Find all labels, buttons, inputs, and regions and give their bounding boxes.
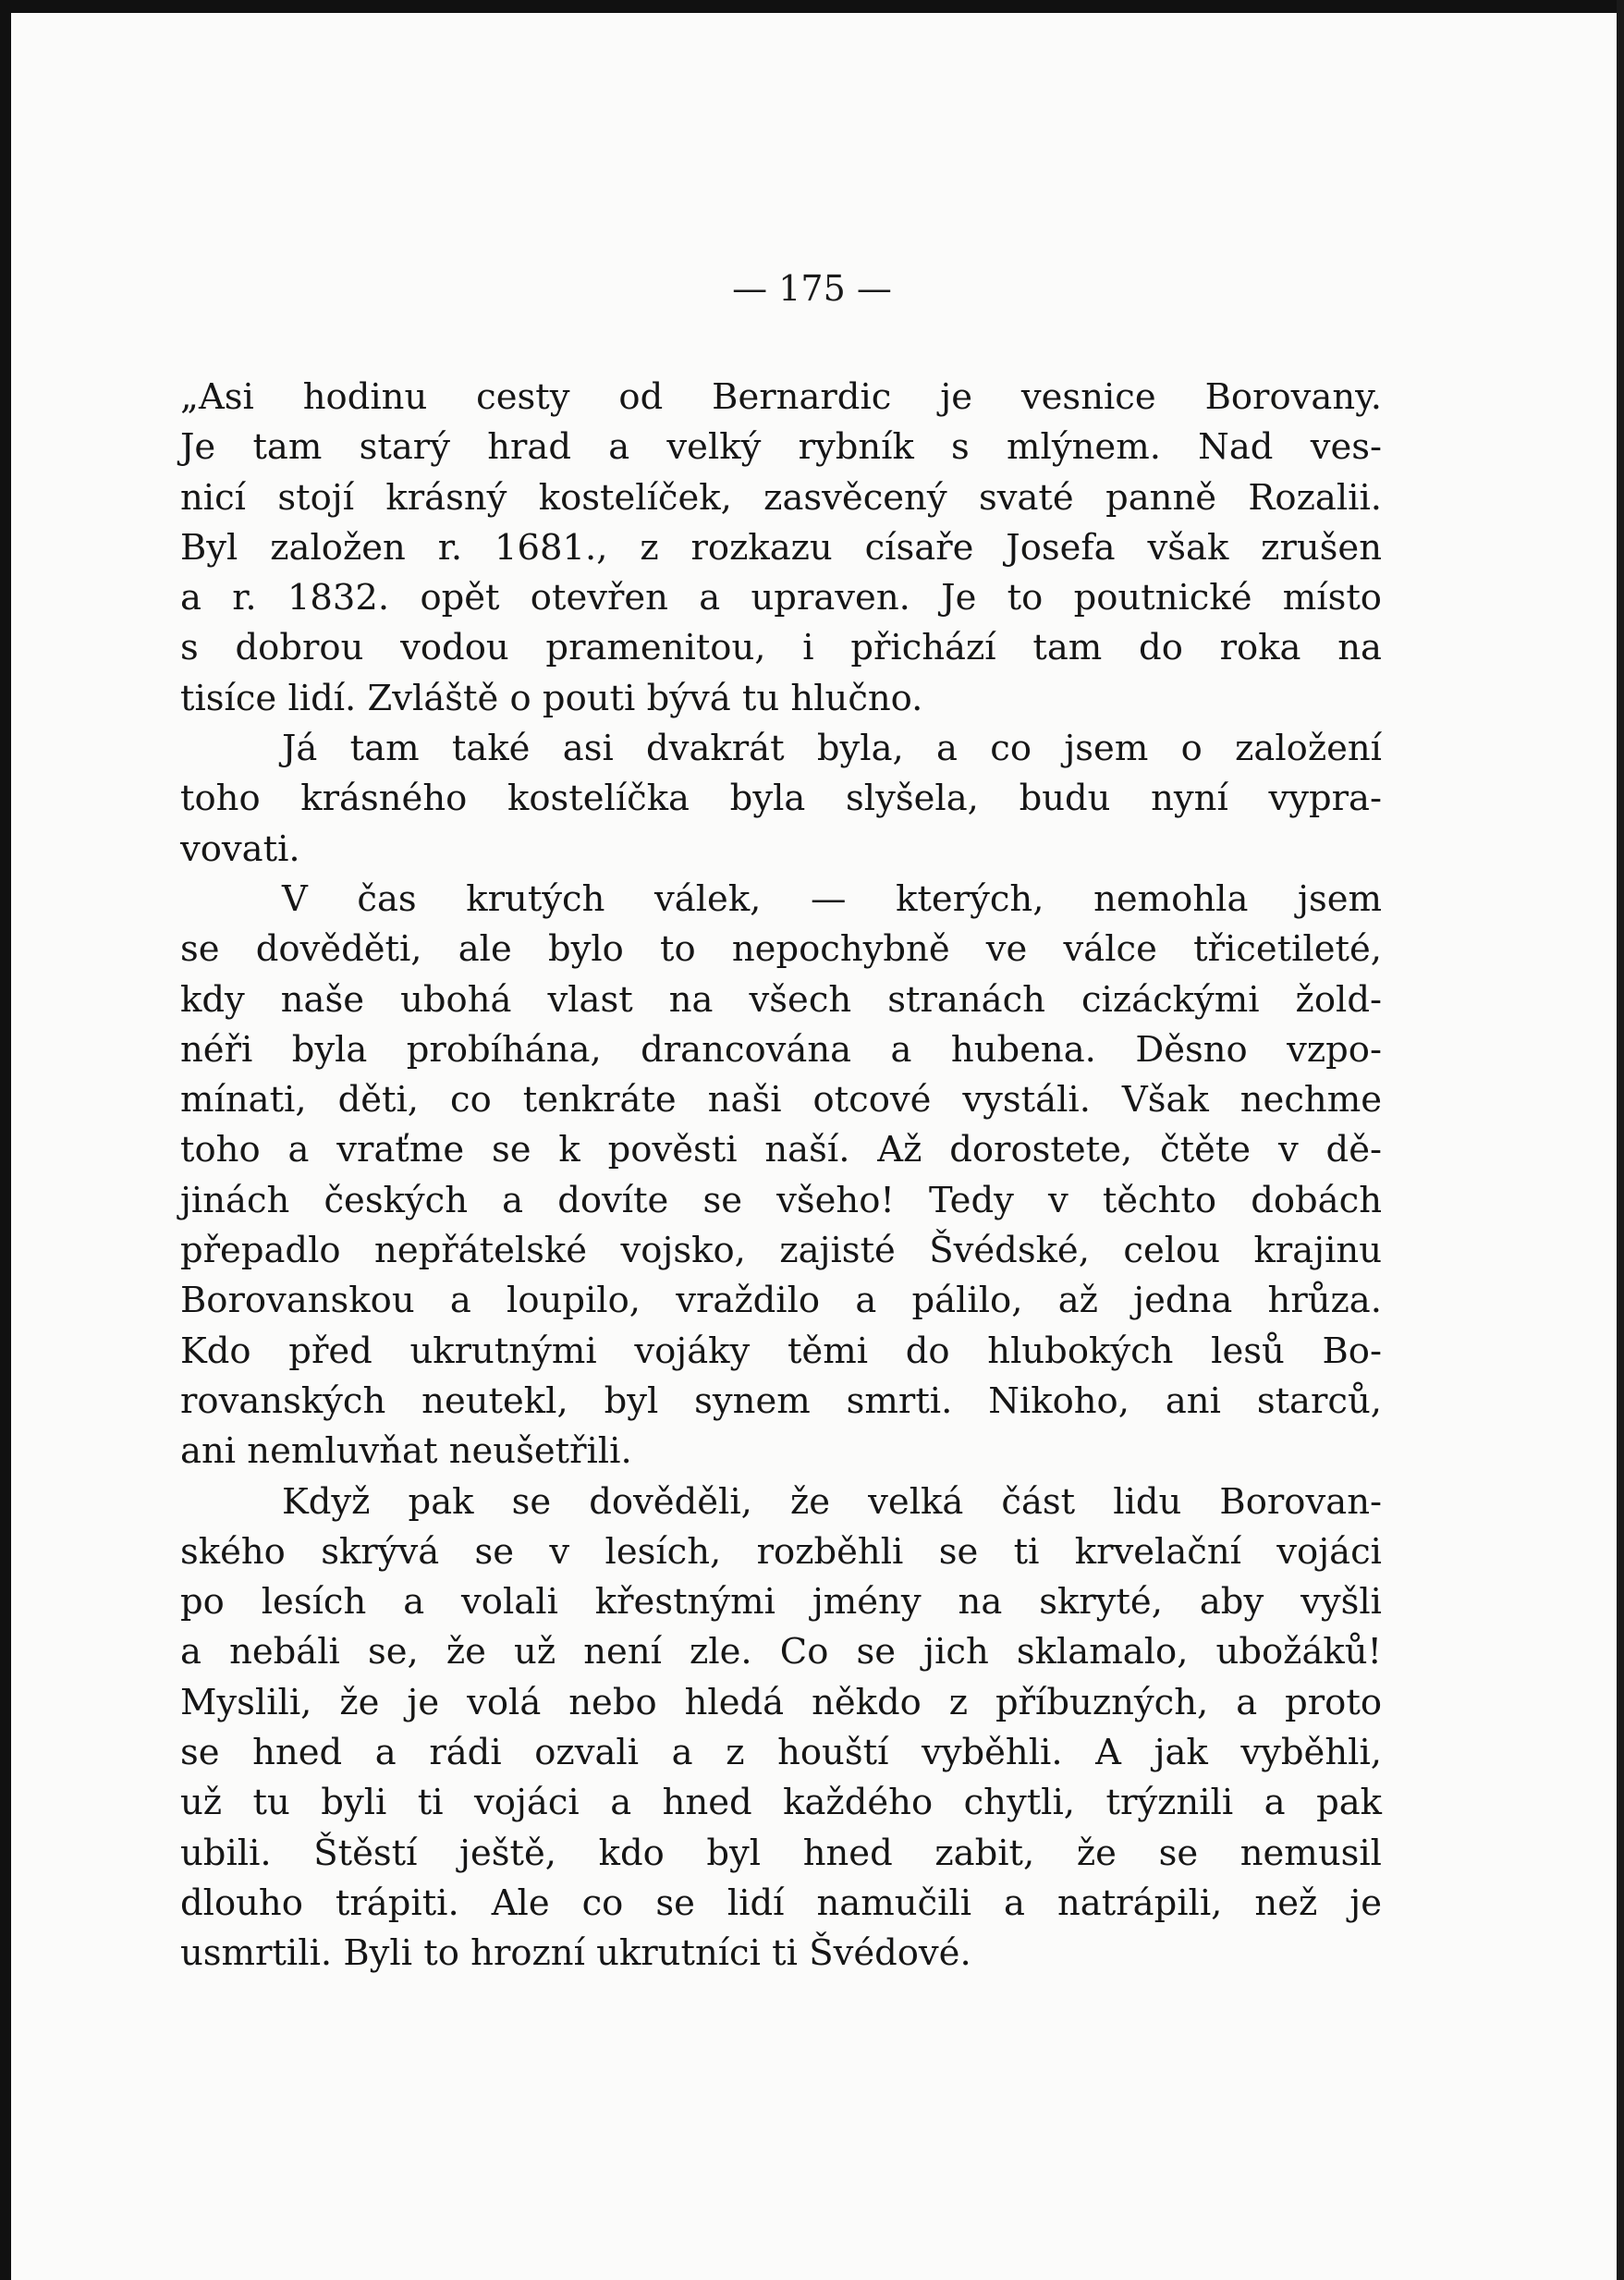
text-line: V čas krutých válek, — kterých, nemohla jsem xyxy=(282,877,1382,920)
paragraph xyxy=(180,724,1382,875)
text-line: Myslili, že je volá nebo hledá někdo z příbuzných, a proto xyxy=(180,1681,1382,1723)
text-line: mínati, děti, co tenkráte naši otcové vystáli. Však nechme xyxy=(180,1079,1382,1122)
text-line: Kdo před ukrutnými vojáky těmi do hlubokých lesů Bo- xyxy=(180,1330,1382,1372)
scan-border-left xyxy=(0,0,11,2280)
text-line: dlouho trápiti. Ale co se lidí namučili a natrápili, než je xyxy=(180,1882,1382,1924)
text-line: jinách českých a dovíte se všeho! Tedy v těchto dobách xyxy=(180,1179,1382,1221)
text-line: usmrtili. Byli to hrozní ukrutníci ti Švédové. xyxy=(180,1932,971,1975)
text-line: a nebáli se, že už není zle. Co se jich sklamalo, ubožáků! xyxy=(180,1631,1382,1673)
text-line: a r. 1832. opět otevřen a upraven. Je to poutnické místo xyxy=(180,577,1382,619)
paragraph xyxy=(180,373,1382,724)
text-line: tisíce lidí. Zvláště o pouti bývá tu hlučno. xyxy=(180,677,923,719)
scan-border-top xyxy=(0,0,1624,13)
text-line: Je tam starý hrad a velký rybník s mlýnem. Nad ves- xyxy=(180,426,1382,469)
text-line: ubili. Štěstí ještě, kdo byl hned zabit, že se nemusil xyxy=(180,1832,1382,1874)
text-line: Borovanskou a loupilo, vraždilo a pálilo, až jedna hrůza. xyxy=(180,1280,1382,1322)
page-number: — 175 — xyxy=(732,268,892,309)
text-line: vovati. xyxy=(180,827,300,870)
text-line: přepadlo nepřátelské vojsko, zajisté Švédské, celou krajinu xyxy=(180,1230,1382,1272)
text-line: Byl založen r. 1681., z rozkazu císaře Josefa však zrušen xyxy=(180,526,1382,569)
paragraph xyxy=(180,1477,1382,1980)
text-line: „Asi hodinu cesty od Bernardic je vesnice Borovany. xyxy=(180,376,1382,418)
text-line: se dověděti, ale bylo to nepochybně ve válce třicetileté, xyxy=(180,928,1382,971)
text-line: toho krásného kostelíčka byla slyšela, budu nyní vypra- xyxy=(180,778,1382,820)
scan-border-right xyxy=(1617,0,1624,2280)
text-line: nicí stojí krásný kostelíček, zasvěcený svaté panně Rozalii. xyxy=(180,476,1382,519)
paragraph xyxy=(180,875,1382,1477)
body-text xyxy=(180,373,1382,1980)
text-line: néři byla probíhána, drancována a hubena. Děsno vzpo- xyxy=(180,1028,1382,1071)
text-line: rovanských neutekl, byl synem smrti. Nikoho, ani starců, xyxy=(180,1379,1382,1422)
text-line: se hned a rádi ozvali a z houští vyběhli. A jak vyběhli, xyxy=(180,1732,1382,1774)
text-line: už tu byli ti vojáci a hned každého chytli, trýznili a pak xyxy=(180,1782,1382,1824)
text-line: ského skrývá se v lesích, rozběhli se ti krvelační vojáci xyxy=(180,1530,1382,1573)
text-line: toho a vraťme se k pověsti naší. Až dorostete, čtěte v dě- xyxy=(180,1129,1382,1171)
text-line: kdy naše ubohá vlast na všech stranách cizáckými žold- xyxy=(180,978,1382,1021)
text-line: Já tam také asi dvakrát byla, a co jsem o založení xyxy=(282,728,1382,770)
text-line: po lesích a volali křestnými jmény na skryté, aby vyšli xyxy=(180,1581,1382,1624)
text-line: ani nemluvňat neušetřili. xyxy=(180,1430,632,1473)
text-line: s dobrou vodou pramenitou, i přichází tam do roka na xyxy=(180,627,1382,669)
text-line: Když pak se dověděli, že velká část lidu Borovan- xyxy=(282,1480,1382,1523)
